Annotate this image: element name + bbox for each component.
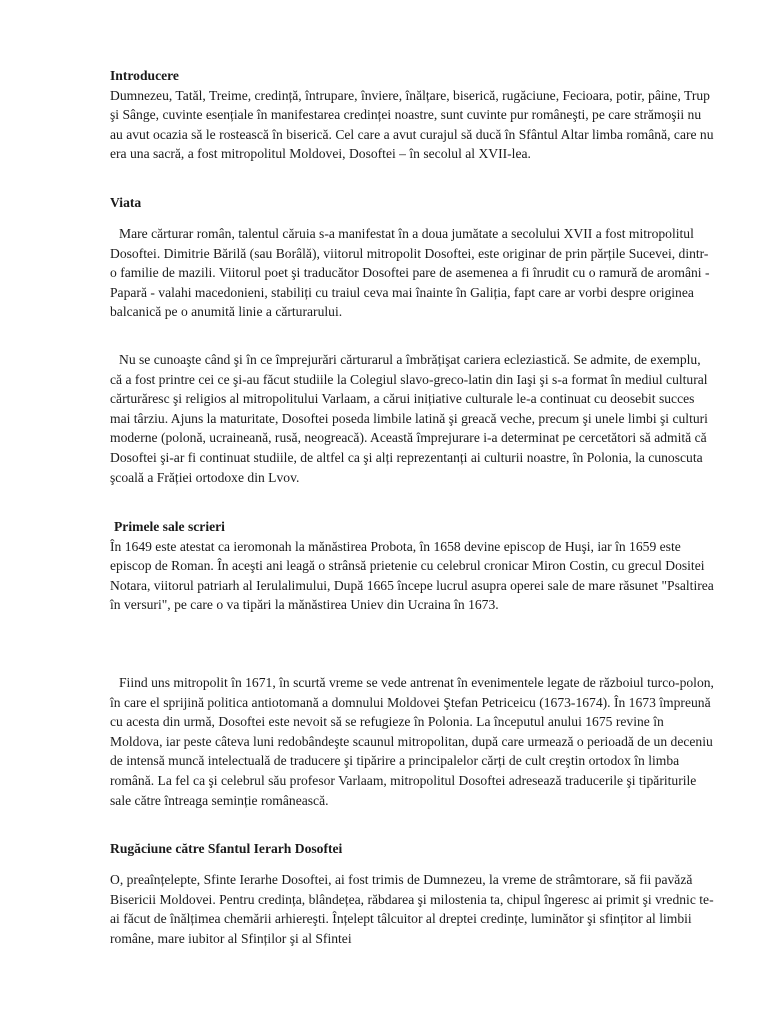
primele-section (110, 517, 715, 615)
primele-heading: Primele sale scrieri (114, 519, 225, 534)
viata-heading: Viata (110, 195, 142, 210)
viata-paragraph-1: Mare cărturar român, talentul căruia s-a manifestat în a doua jumătate a secolului XVII a fost mitropolitul Dosoftei. Dimitrie Bărilă (sau Borâlă), viitorul mitropolit Dosoftei, este originar de prin părțile Sucevei, dintr-o familie de mazili. Viitorul poet şi traducător Dosoftei pare de asemenea a fi înrudit cu o ramură de aromâni - Papară - valahi macedonieni, stabiliți cu traiul ceva mai înainte în Galiția, fapt care ar vorbi despre originea balcanică pe o anumită linie a cărturarului. (110, 226, 710, 320)
intro-section (110, 66, 715, 164)
mitropolit-paragraph: Fiind uns mitropolit în 1671, în scurtă vreme se vede antrenat în evenimentele legate de războiul turco-polon, în care el sprijină politica antiotomană a domnului Moldovei Ştefan Petriceicu (1673-1674). În 1673 împreună cu acesta din urmă, Dosoftei este nevoit să se refugieze în Polonia. La începutul anului 1675 revine în Moldova, iar peste câteva luni redobândeşte scaunul mitropolitan, după care urmează o perioadă de un deceniu de intensă muncă intelectuală de traducere şi tipărire a principalelor cărți de cult creştin ortodox în limba română. La fel ca şi celebrul său profesor Varlaam, mitropolitul Dosoftei adresează traducerile şi tipăriturile sale către întreaga seminție românească. (110, 675, 714, 808)
viata-paragraph-2: Nu se cunoaşte când şi în ce împrejurări cărturarul a îmbrățişat cariera ecleziastică. Se admite, de exemplu, că a fost printre cei ce şi-au făcut studiile la Colegiul slavo-greco-latin din Iaşi şi s-a format în mediul cultural cărturăresc şi religios al mitropolitului Varlaam, a cărui inițiative culturale le-a continuat cu deosebit succes mai târziu. Ajuns la maturitate, Dosoftei poseda limbile latină şi greacă veche, precum şi unele limbi şi culturi moderne (polonă, ucraineană, rusă, neogreacă). Această împrejurare i-a determinat pe cercetători să admită că Dosoftei şi-ar fi continuat studiile, de altfel ca şi alți reprezentanți ai culturii noastre, în Polonia, la cunoscuta şcoală a Frăției ortodoxe din Lvov. (110, 352, 708, 485)
primele-paragraph: În 1649 este atestat ca ieromonah la mănăstirea Probota, în 1658 devine episcop de Huşi, iar în 1659 este episcop de Roman. În aceşti ani leagă o strânsă prietenie cu celebrul cronicar Miron Costin, cu grecul Dositei Notara, viitorul patriarh al Ierulalimului, După 1665 începe lucrul asupra operei sale de mare răsunet "Psaltirea în versuri", pe care o va tipări la mănăstirea Uniev din Ucraina în 1673. (110, 538, 714, 613)
rugaciune-paragraph: O, preaînțelepte, Sfinte Ierarhe Dosoftei, ai fost trimis de Dumnezeu, la vreme de strâmtorare, să fii pavăză Bisericii Moldovei. Pentru credința, blândețea, răbdarea şi milostenia ta, chipul îngeresc ai primit şi vrednic te-ai făcut de înălțimea chemării arhiereşti. Înțelept tâlcuitor al dreptei credințe, luminător şi sfințitor al limbii române, mare iubitor al Sfinților şi al Sfintei (110, 872, 714, 946)
intro-heading: Introducere (110, 68, 179, 83)
intro-paragraph: Dumnezeu, Tatăl, Treime, credință, întrupare, înviere, înălțare, biserică, rugăciune, Fecioara, potir, pâine, Trup şi Sânge, cuvinte esențiale în manifestarea credinței noastre, sunt cuvinte pur româneşti, pe care strămoşii nu au avut ocazia să le rostească în biserică. Cel care a avut curajul să ducă în Sfântul Altar limba română, care nu era una sacră, a fost mitropolitul Moldovei, Dosoftei – în secolul al XVII-lea. (110, 87, 714, 162)
rugaciune-heading: Rugăciune către Sfantul Ierarh Dosoftei (110, 841, 343, 856)
